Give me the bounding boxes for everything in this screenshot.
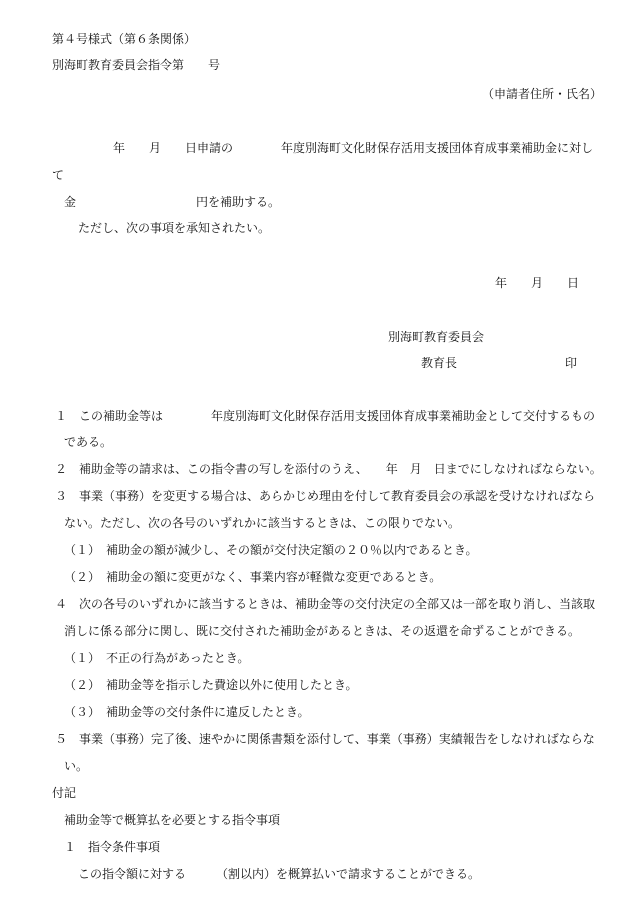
condition-4-sub-3: （３） 補助金等の交付条件に違反したとき。 <box>64 705 310 719</box>
condition-3-sub-2: （２） 補助金の額に変更がなく、事業内容が軽微な変更であるとき。 <box>64 570 442 584</box>
issuer-organization: 別海町教育委員会 <box>388 330 485 344</box>
appendix-subtitle: 補助金等で概算払を必要とする指令事項 <box>64 813 281 827</box>
appendix-text: この指令額に対する （割以内）を概算払いで請求することができる。 <box>78 867 481 881</box>
condition-4: ４ 次の各号のいずれかに該当するときは、補助金等の交付決定の全部又は一部を取り消し、当該取 <box>55 597 596 611</box>
condition-3: ３ 事業（事務）を変更する場合は、あらかじめ理由を付して教育委員会の承認を受けなければなら <box>55 489 596 503</box>
grant-sentence-wrap: て <box>52 168 65 182</box>
order-number: 別海町教育委員会指令第 号 <box>52 58 221 72</box>
issue-date: 年 月 日 <box>495 276 580 290</box>
condition-4-cont: 消しに係る部分に関し、既に交付された補助金があるときは、その返還を命ずることができる。 <box>64 624 581 638</box>
condition-5: ５ 事業（事務）完了後、速やかに関係書類を添付して、事業（事務）実績報告をしなければならな <box>55 732 595 746</box>
appendix-title: 付記 <box>52 786 77 800</box>
condition-1: １ この補助金等は 年度別海町文化財保存活用支援団体育成事業補助金として交付するもの <box>55 409 596 423</box>
condition-3-cont: ない。ただし、次の各号のいずれかに該当するときは、この限りでない。 <box>64 516 461 530</box>
condition-5-cont: い。 <box>64 759 89 773</box>
grant-sentence: 年 月 日申請の 年度別海町文化財保存活用支援団体育成事業補助金に対し <box>113 141 594 155</box>
grant-amount: 金 円を補助する。 <box>64 195 281 209</box>
grant-notice: ただし、次の事項を承知されたい。 <box>78 221 271 235</box>
condition-3-sub-1: （１） 補助金の額が減少し、その額が交付決定額の２０％以内であるとき。 <box>64 543 478 557</box>
issuer-title-seal: 教育長 印 <box>421 356 578 370</box>
condition-4-sub-2: （２） 補助金等を指示した費途以外に使用したとき。 <box>64 678 358 692</box>
condition-4-sub-1: （１） 不正の行為があったとき。 <box>64 651 250 665</box>
condition-2: ２ 補助金等の請求は、この指令書の写しを添付のうえ、 年 月 日までにしなければならない。 <box>55 462 602 476</box>
condition-1-cont: である。 <box>64 435 113 449</box>
applicant-label: （申請者住所・氏名） <box>482 87 603 101</box>
form-number: 第４号様式（第６条関係） <box>52 32 197 46</box>
appendix-item: １ 指令条件事項 <box>64 840 161 854</box>
